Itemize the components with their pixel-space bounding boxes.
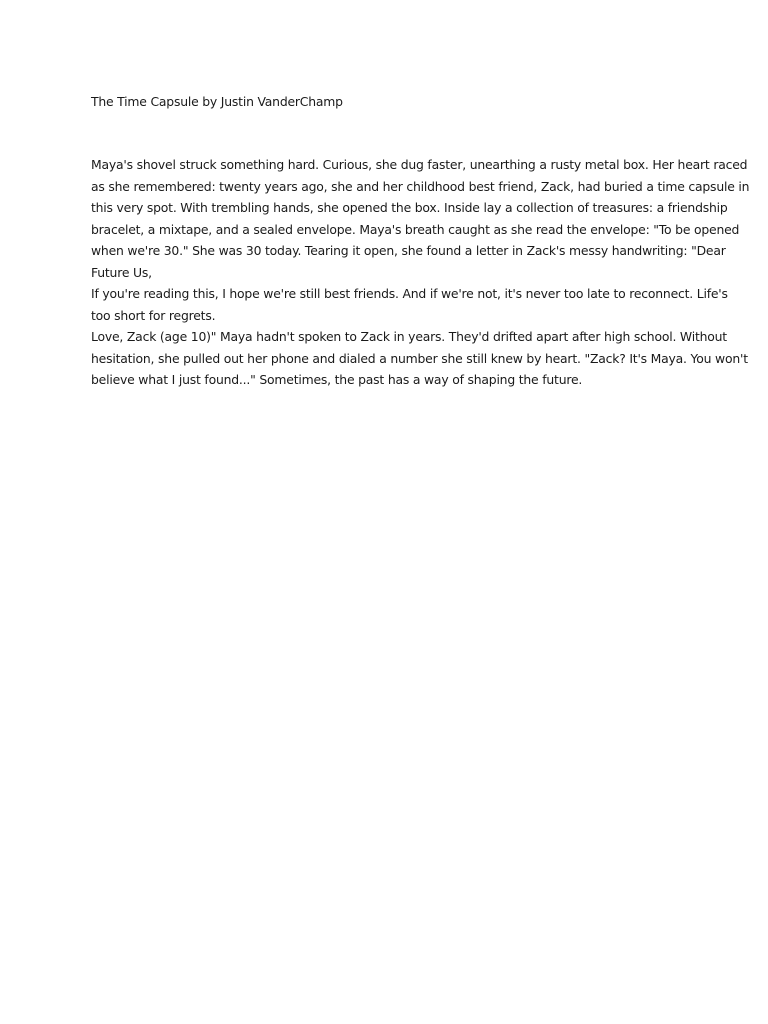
text-line: If you're reading this, I hope we're still best friends. And if we're not, it's never too late to reconnect. Life's <box>91 286 728 301</box>
text-line: as she remembered: twenty years ago, she and her childhood best friend, Zack, had buried a time capsule in <box>91 178 750 194</box>
story-body <box>91 154 750 391</box>
text-line: bracelet, a mixtape, and a sealed envelope. Maya's breath caught as she read the envelope: "To be opened <box>91 221 740 237</box>
text-line: Future Us, <box>91 264 152 280</box>
text-line: too short for regrets. <box>91 307 216 323</box>
document-title: The Time Capsule by Justin VanderChamp <box>91 94 343 109</box>
text-line: Maya's shovel struck something hard. Curious, she dug faster, unearthing a rusty metal box. Her heart raced <box>91 157 748 172</box>
text-line: when we're 30." She was 30 today. Tearing it open, she found a letter in Zack's messy handwriting: "Dear <box>91 243 726 258</box>
text-line: this very spot. With trembling hands, she opened the box. Inside lay a collection of treasures: a friendship <box>91 200 728 215</box>
text-line: hesitation, she pulled out her phone and dialed a number she still knew by heart. "Zack? It's Maya. You won't <box>91 350 748 366</box>
text-line: Love, Zack (age 10)" Maya hadn't spoken to Zack in years. They'd drifted apart after high school. Without <box>91 329 727 344</box>
text-line: believe what I just found..." Sometimes, the past has a way of shaping the future. <box>91 372 583 387</box>
